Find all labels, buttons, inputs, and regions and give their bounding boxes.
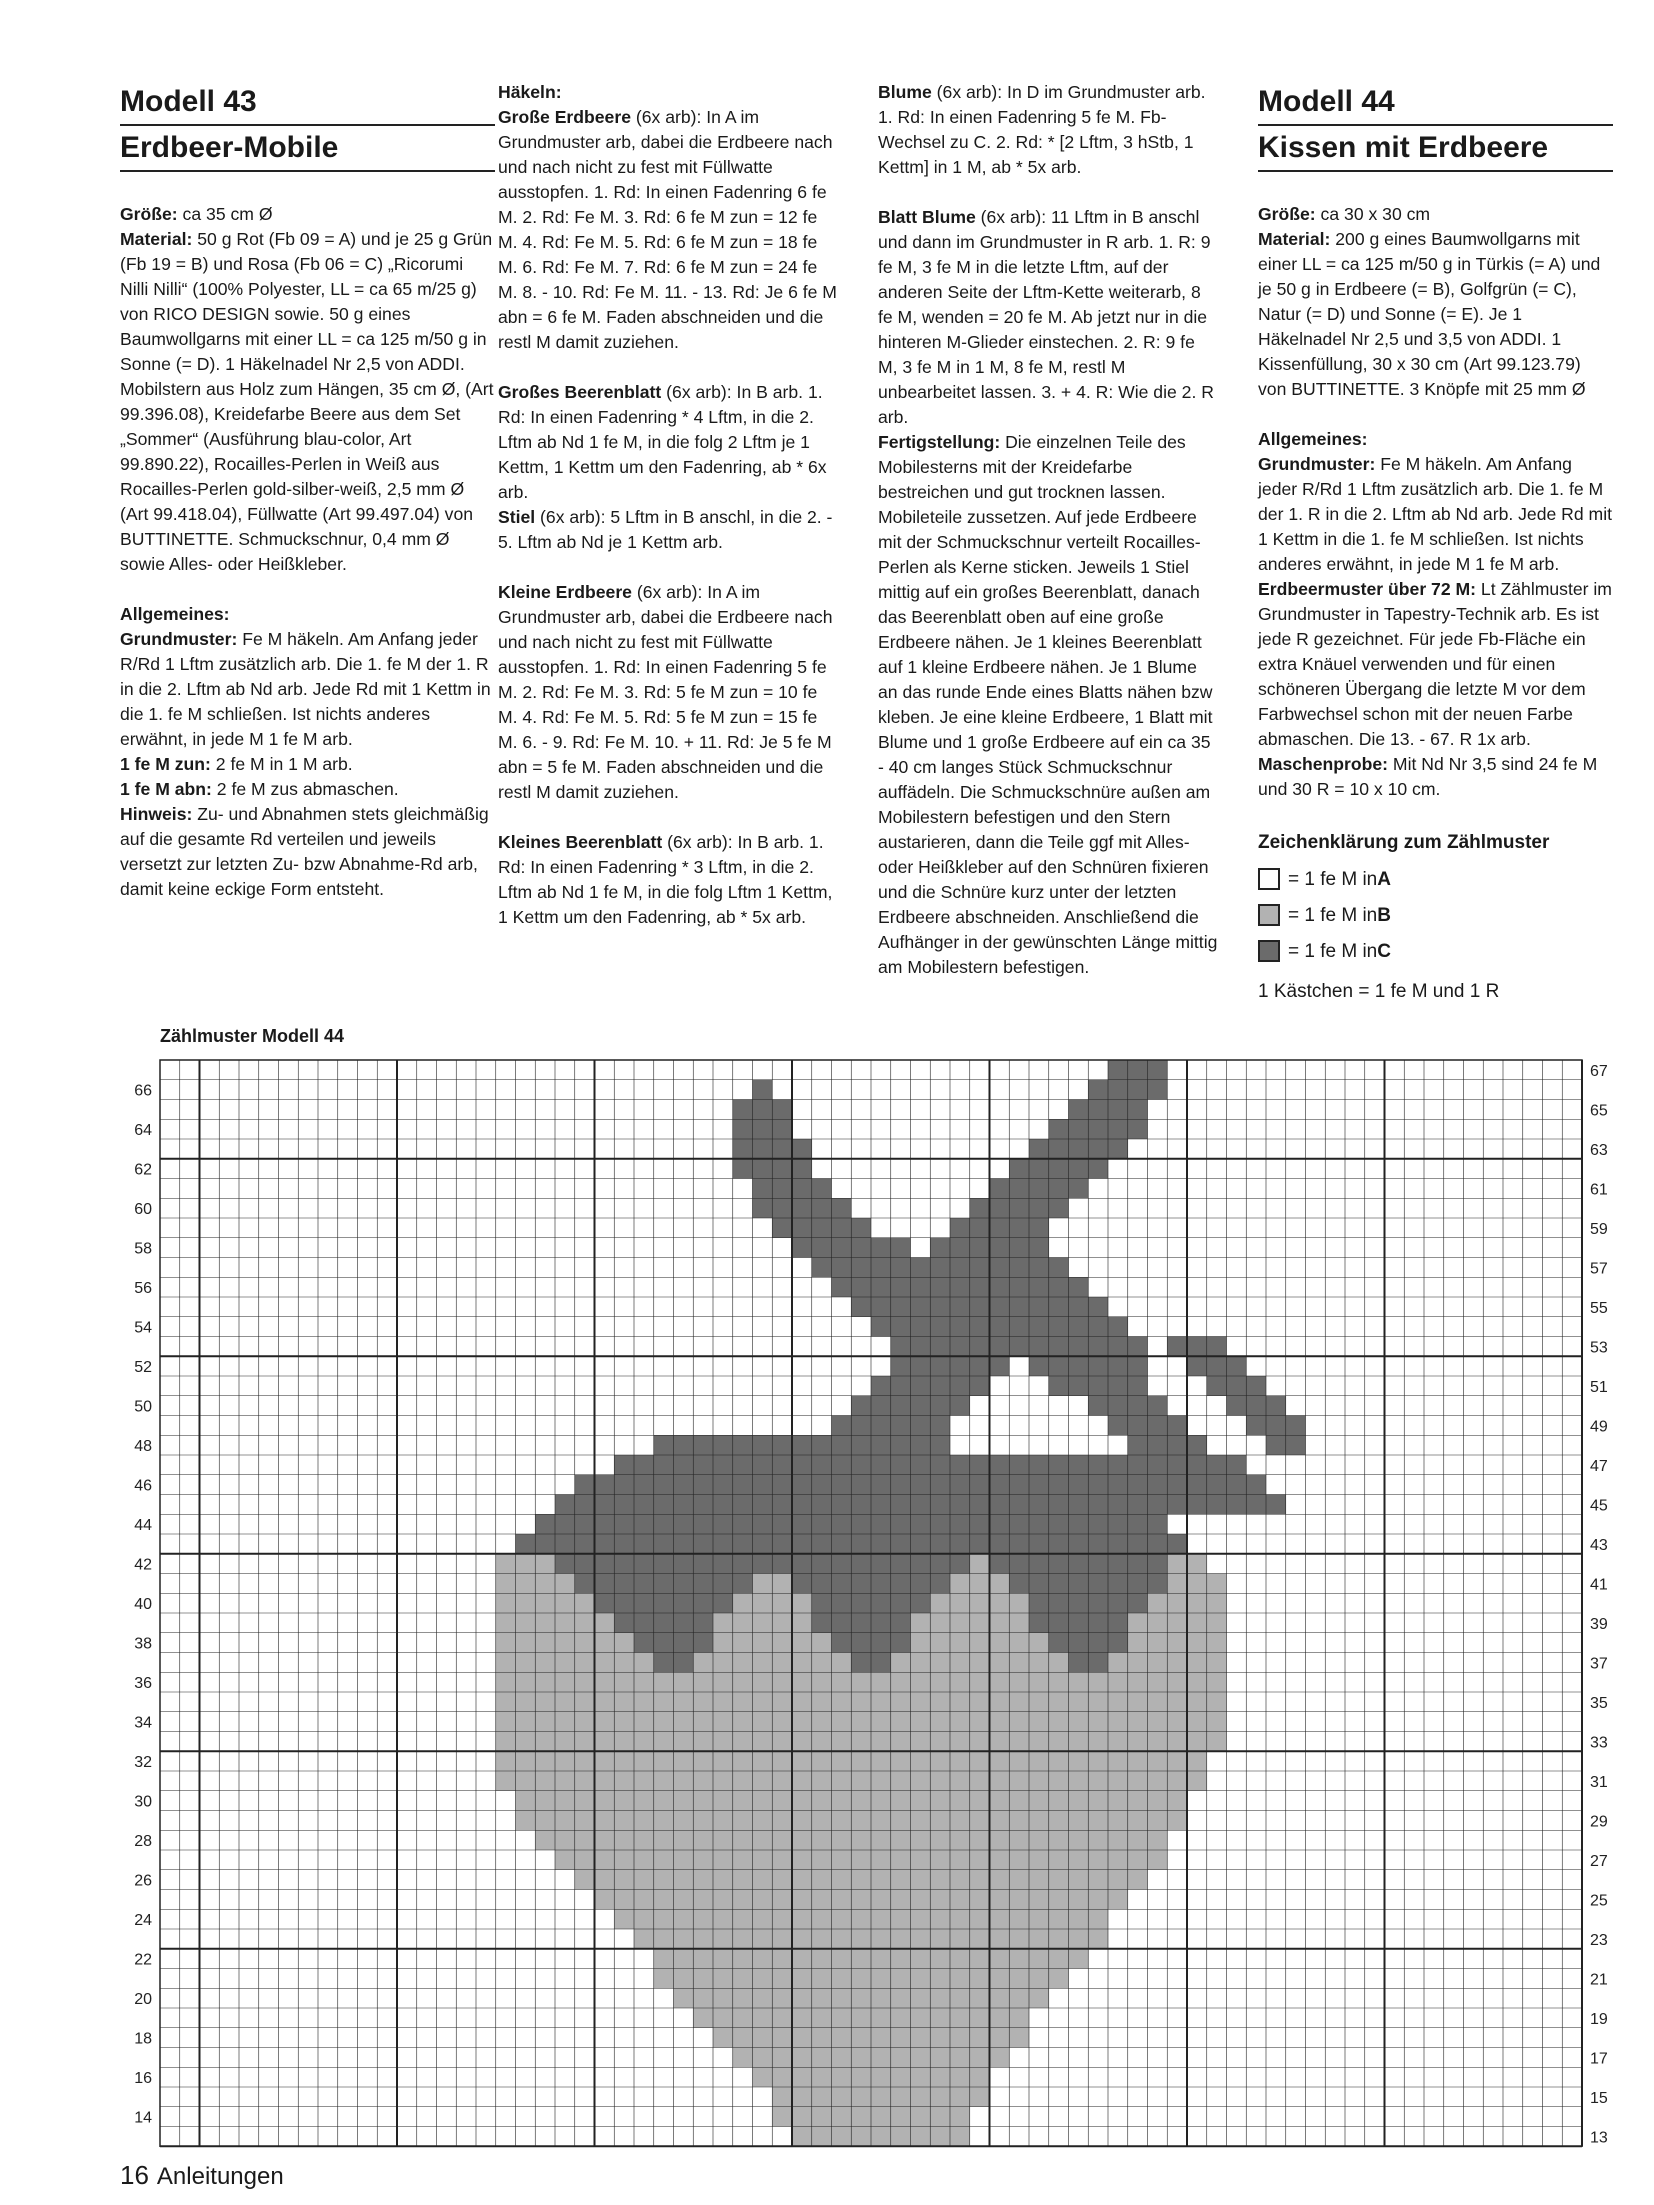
cell-run-leaf <box>1128 1475 1266 1495</box>
legend-item <box>1258 933 1613 969</box>
model43-general-heading: Allgemeines: <box>120 604 230 624</box>
legend-swatch <box>1258 868 1280 890</box>
row-label-right: 63 <box>1590 1141 1608 1159</box>
cell-run-leaf <box>812 1258 1069 1278</box>
column-model43 <box>120 80 495 902</box>
row-label-right: 19 <box>1590 2010 1608 2028</box>
cell-run-leaf <box>1049 1119 1148 1139</box>
cell-run-leaf <box>1049 1376 1148 1396</box>
row-label-left: 48 <box>134 1438 152 1456</box>
row-label-left: 52 <box>134 1359 152 1377</box>
stiel: Stiel (6x arb): 5 Lftm in B anschl, in die 2. - 5. Lftm ab Nd je 1 Kettm arb. <box>498 507 833 552</box>
zaehlmuster-chart <box>110 1048 1608 2147</box>
row-label-right: 51 <box>1590 1378 1608 1396</box>
kleines-beerenblatt: Kleines Beerenblatt (6x arb): In B arb. 1. Rd: In einen Fadenring * 3 Lftm, in die 2. Lftm ab Nd 1 fe M, in die folg Lftm 1 Kettm, 1 Kettm um den Fadenring, ab * 5x arb. <box>498 832 833 927</box>
cell-run-leaf <box>1246 1416 1305 1436</box>
row-label-right: 31 <box>1590 1773 1608 1791</box>
row-label-right: 49 <box>1590 1418 1608 1436</box>
row-label-left: 42 <box>134 1556 152 1574</box>
row-label-left: 44 <box>134 1517 152 1535</box>
row-label-right: 67 <box>1590 1062 1608 1080</box>
row-label-right: 27 <box>1590 1852 1608 1870</box>
cell-run-leaf <box>1029 1613 1128 1633</box>
cell-run-leaf <box>575 1574 753 1594</box>
model43-subtitle: Erdbeer-Mobile <box>120 126 495 172</box>
column-blume <box>878 80 1218 980</box>
row-label-right: 25 <box>1590 1892 1608 1910</box>
model44-material: Material: 200 g eines Baumwollgarns mit einer LL = ca 125 m/50 g in Türkis (= A) und je 50 g in Erdbeere (= B), Golfgrün (= C), Natur (= D) und Sonne (= E). Je 1 Häkelnadel Nr 2,5 und 3,5 von ADDI. 1 Kissenfüllung, 30 x 30 cm (Art 99.123.79) von BUTTINETTE. 3 Knöpfe mit 25 mm Ø <box>1258 229 1601 399</box>
cell-run-leaf <box>733 1100 792 1120</box>
cell-run-leaf <box>871 1317 1128 1337</box>
legend-swatch <box>1258 940 1280 962</box>
row-label-left: 26 <box>134 1872 152 1890</box>
cell-run-berry <box>496 1732 1227 1752</box>
cell-run-leaf <box>832 1277 1089 1297</box>
model43-title: Modell 43 <box>120 80 495 126</box>
haekeln-heading: Häkeln: <box>498 82 562 102</box>
cell-run-leaf <box>772 1218 871 1238</box>
model44-grundmuster: Grundmuster: Fe M häkeln. Am Anfang jeder R/Rd 1 Lftm zusätzlich arb. Die 1. fe M der 1. R in die 2. Lftm ab Nd arb. Jede Rd mit 1 Kettm in die 1. fe M schließen. Ist nichts anderes erwähnt, in jede M 1 fe M arb. <box>1258 454 1612 574</box>
row-label-left: 64 <box>134 1122 152 1140</box>
row-label-left: 58 <box>134 1240 152 1258</box>
row-label-left: 50 <box>134 1398 152 1416</box>
row-label-left: 54 <box>134 1319 152 1337</box>
kleine-erdbeere: Kleine Erdbeere (6x arb): In A im Grundmuster arb, dabei die Erdbeere nach und nach nicht zu fest mit Füllwatte ausstopfen. 1. Rd: In einen Fadenring 5 fe M. 2. Rd: Fe M. 3. Rd: 5 fe M zun = 10 fe M. 4. Rd: Fe M. 5. Rd: 5 fe M zun = 15 fe M. 6. - 9. Rd: Fe M. 10. + 11. Rd: Je 5 fe M abn = 5 fe M. Faden abschneiden und die restl M damit zuziehen. <box>498 582 833 802</box>
column-model44 <box>1258 80 1613 1004</box>
grosse-erdbeere: Große Erdbeere (6x arb): In A im Grundmuster arb, dabei die Erdbeere nach und nach nicht zu fest mit Füllwatte ausstopfen. 1. Rd: In einen Fadenring 6 fe M. 2. Rd: Fe M. 3. Rd: 6 fe M zun = 12 fe M. 4. Rd: Fe M. 5. Rd: 6 fe M zun = 18 fe M. 6. Rd: Fe M. 7. Rd: 6 fe M zun = 24 fe M. 8. - 10. Rd: Fe M. 11. - 13. Rd: Je 6 fe M abn = 6 fe M. Faden abschneiden und die restl M damit zuziehen. <box>498 107 837 352</box>
row-label-right: 39 <box>1590 1615 1608 1633</box>
cell-run-leaf <box>1108 1455 1246 1475</box>
cell-run-leaf <box>990 1554 1168 1574</box>
model44-subtitle: Kissen mit Erdbeere <box>1258 126 1613 172</box>
row-label-left: 22 <box>134 1951 152 1969</box>
row-label-right: 55 <box>1590 1299 1608 1317</box>
cell-run-leaf <box>614 1455 1108 1475</box>
cell-run-leaf <box>614 1613 713 1633</box>
row-label-right: 57 <box>1590 1260 1608 1278</box>
cell-run-berry <box>575 1870 1148 1890</box>
row-label-right: 59 <box>1590 1220 1608 1238</box>
row-label-left: 36 <box>134 1675 152 1693</box>
row-label-right: 61 <box>1590 1181 1608 1199</box>
row-label-right: 21 <box>1590 1971 1608 1989</box>
row-label-right: 41 <box>1590 1576 1608 1594</box>
legend-label: = 1 fe M in <box>1288 868 1378 890</box>
row-label-left: 18 <box>134 2030 152 2048</box>
row-label-left: 56 <box>134 1280 152 1298</box>
row-label-left: 46 <box>134 1477 152 1495</box>
cell-run-berry <box>772 2087 989 2107</box>
cell-run-leaf <box>753 1080 773 1100</box>
cell-run-leaf <box>1029 1139 1128 1159</box>
cell-run-leaf <box>812 1613 911 1633</box>
row-label-right: 37 <box>1590 1655 1608 1673</box>
row-label-right: 17 <box>1590 2050 1608 2068</box>
cell-run-leaf <box>1108 1060 1167 1080</box>
cell-run-berry <box>674 1988 1049 2008</box>
row-label-right: 47 <box>1590 1457 1608 1475</box>
cell-run-berry <box>496 1672 1227 1692</box>
legend-label: = 1 fe M in <box>1288 940 1378 962</box>
model43-material: Material: 50 g Rot (Fb 09 = A) und je 25 g Grün (Fb 19 = B) und Rosa (Fb 06 = C) „Ricorumi Nilli Nilli“ (100% Polyester, LL = ca 65 m/25 g) von RICO DESIGN sowie. 50 g eines Baumwollgarns mit einer LL = ca 125 m/50 g in Sonne (= D). 1 Häkelnadel Nr 2,5 von ADDI. Mobilstern aus Holz zum Hängen, 35 cm Ø, (Art 99.396.08), Kreidefarbe Beere aus dem Set „Sommer“ (Ausführung blau-color, Art 99.890.22), Rocailles-Perlen in Weiß aus Rocailles-Perlen gold-silber-weiß, 2,5 mm Ø (Art 99.418.04), Füllwatte (Art 99.497.04) von BUTTINETTE. Schmuckschnur, 0,4 mm Ø sowie Alles- oder Heißkleber. <box>120 229 494 574</box>
page-number: 16 <box>120 2160 149 2190</box>
row-label-left: 40 <box>134 1596 152 1614</box>
cell-run-leaf <box>1207 1376 1266 1396</box>
row-label-right: 23 <box>1590 1931 1608 1949</box>
legend-key: A <box>1377 868 1391 890</box>
legend-key: B <box>1377 904 1391 926</box>
model43-grundmuster: Grundmuster: Fe M häkeln. Am Anfang jeder R/Rd 1 Lftm zusätzlich arb. Die 1. fe M der 1. R in die 2. Lftm ab Nd arb. Jede Rd mit 1 Kettm in die 1. fe M schließen. Ist nichts anderes erwähnt, in jede M 1 fe M arb. <box>120 629 491 749</box>
cell-run-leaf <box>851 1297 1108 1317</box>
page-footer <box>120 2160 284 2191</box>
row-label-left: 16 <box>134 2070 152 2088</box>
legend-title: Zeichenklärung zum Zählmuster <box>1258 832 1550 853</box>
cell-run-leaf <box>555 1554 772 1574</box>
cell-run-berry <box>792 2127 970 2147</box>
model43-zun: 1 fe M zun: 2 fe M in 1 M arb. <box>120 754 353 774</box>
chart-title: Zählmuster Modell 44 <box>160 1026 345 1046</box>
cell-run-leaf <box>950 1218 1049 1238</box>
cell-run-leaf <box>1227 1396 1286 1416</box>
row-label-right: 15 <box>1590 2089 1608 2107</box>
cell-run-leaf <box>970 1198 1069 1218</box>
row-label-left: 62 <box>134 1161 152 1179</box>
row-label-right: 13 <box>1590 2129 1608 2147</box>
cell-run-berry <box>654 1969 1069 1989</box>
row-label-left: 66 <box>134 1082 152 1100</box>
row-label-right: 43 <box>1590 1536 1608 1554</box>
legend-swatch <box>1258 904 1280 926</box>
row-label-right: 33 <box>1590 1734 1608 1752</box>
model44-erdbeermuster: Erdbeermuster über 72 M: Lt Zählmuster im Grundmuster in Tapestry-Technik arb. Es ist jede R gezeichnet. Für jede Fb-Fläche ein extra Knäuel verwenden und für einen schöneren Übergang die letzte M vor dem Farbwechsel schon mit der neuen Farbe abmaschen. Die 13. - 67. R 1x arb. <box>1258 579 1612 749</box>
model44-maschenprobe: Maschenprobe: Mit Nd Nr 3,5 sind 24 fe M und 30 R = 10 x 10 cm. <box>1258 754 1598 799</box>
row-label-left: 32 <box>134 1754 152 1772</box>
column-haekeln <box>498 80 838 955</box>
cell-run-leaf <box>990 1179 1089 1199</box>
cell-run-leaf <box>1167 1337 1226 1357</box>
model43-size: Größe: ca 35 cm Ø <box>120 204 273 224</box>
fertigstellung: Fertigstellung: Die einzelnen Teile des Mobilesterns mit der Kreidefarbe bestreichen und gut trocknen lassen. Mobileteile zussetzen. Auf jede Erdbeere mit der Schmuckschnur verteilt Rocailles-Perlen als Kerne sticken. Jeweils 1 Stiel mittig auf ein großes Beerenblatt, danach das Beerenblatt oben auf eine große Erdbeere nähen. Je 1 kleines Beerenblatt auf 1 kleine Erdbeere nähen. Je 1 Blume an das runde Ende eines Blatts nähen bzw kleben. Je eine kleine Erdbeere, 1 Blatt mit Blume und 1 große Erdbeere auf ein ca 35 - 40 cm langes Stück Schmuckschnur auffädeln. Die Schmuckschnüre außen am Mobilestern befestigen und den Stern austarieren, dann die Teile ggf mit Alles- oder Heißkleber auf den Schnüren fixieren und die Schnüre kurz unter der letzten Erdbeere abschneiden. Anschließend die Aufhänger in der gewünschten Länge mittig am Mobilestern befestigen. <box>878 432 1218 977</box>
cell-run-berry <box>614 1909 1108 1929</box>
row-label-left: 34 <box>134 1714 152 1732</box>
blume: Blume (6x arb): In D im Grundmuster arb. 1. Rd: In einen Fadenring 5 fe M. Fb-Wechsel zu C. 2. Rd: * [2 Lftm, 3 hStb, 1 Kettm] in 1 M, ab * 5x arb. <box>878 82 1206 177</box>
row-label-left: 38 <box>134 1635 152 1653</box>
cell-run-leaf <box>1148 1495 1286 1515</box>
legend-label: = 1 fe M in <box>1288 904 1378 926</box>
row-label-left: 14 <box>134 2109 152 2127</box>
grosses-beerenblatt: Großes Beerenblatt (6x arb): In B arb. 1. Rd: In einen Fadenring * 4 Lftm, in die 2. Lftm ab Nd 1 fe M, in die folg 2 Lftm je 1 Kettm, 1 Kettm um den Fadenring, ab * 6x arb. <box>498 382 827 502</box>
model44-size: Größe: ca 30 x 30 cm <box>1258 204 1431 224</box>
model44-general-heading: Allgemeines: <box>1258 429 1368 449</box>
row-label-left: 20 <box>134 1991 152 2009</box>
model43-abn: 1 fe M abn: 2 fe M zus abmaschen. <box>120 779 399 799</box>
row-label-left: 24 <box>134 1912 152 1930</box>
row-label-right: 29 <box>1590 1813 1608 1831</box>
row-label-left: 28 <box>134 1833 152 1851</box>
cell-run-leaf <box>753 1198 852 1218</box>
legend-item <box>1258 861 1613 897</box>
cell-run-leaf <box>733 1119 792 1139</box>
cell-run-leaf <box>1009 1159 1108 1179</box>
legend-note: 1 Kästchen = 1 fe M und 1 R <box>1258 981 1500 1002</box>
cell-run-berry <box>496 1712 1227 1732</box>
section-label: Anleitungen <box>156 2163 284 2190</box>
cell-run-berry <box>693 2008 1029 2028</box>
cell-run-leaf <box>891 1337 1148 1357</box>
cell-run-berry <box>496 1692 1227 1712</box>
row-label-right: 65 <box>1590 1102 1608 1120</box>
row-label-right: 35 <box>1590 1694 1608 1712</box>
model44-title: Modell 44 <box>1258 80 1613 126</box>
legend-item <box>1258 897 1613 933</box>
row-label-right: 53 <box>1590 1339 1608 1357</box>
legend-key: C <box>1377 940 1391 962</box>
row-label-right: 45 <box>1590 1497 1608 1515</box>
legend <box>1258 861 1613 969</box>
cell-run-berry <box>555 1850 1167 1870</box>
cell-run-leaf <box>595 1593 733 1613</box>
cell-run-leaf <box>1187 1356 1246 1376</box>
model43-hinweis: Hinweis: Zu- und Abnahmen stets gleichmäßig auf die gesamte Rd verteilen und jeweils versetzt zur letzten Zu- bzw Abnahme-Rd arb, damit keine eckige Form entsteht. <box>120 804 489 899</box>
blatt-blume: Blatt Blume (6x arb): 11 Lftm in B anschl und dann im Grundmuster in R arb. 1. R: 9 fe M, 3 fe M in die letzte Lftm, auf der anderen Seite der Lftm-Kette weiterarb, 8 fe M, wenden = 20 fe M. Ab jetzt nur in die hinteren M-Glieder einstechen. 2. R: 9 fe M, 3 fe M in 1 M, 8 fe M, restl M unbearbeitet lassen. 3. + 4. R: Wie die 2. R arb. <box>878 207 1214 427</box>
cell-run-leaf <box>654 1435 950 1455</box>
row-label-left: 60 <box>134 1201 152 1219</box>
row-label-left: 30 <box>134 1793 152 1811</box>
cell-run-berry <box>595 1890 1128 1910</box>
